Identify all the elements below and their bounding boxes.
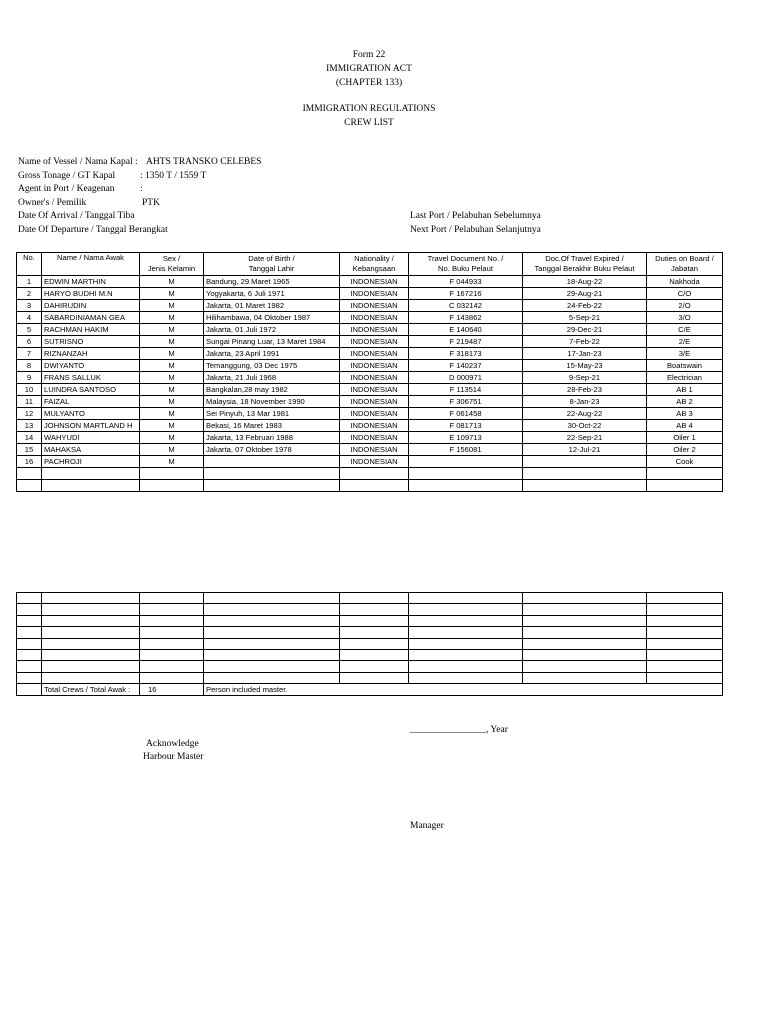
crew-cell: Bangkalan,28 may 1982 bbox=[204, 384, 340, 396]
crew-row bbox=[17, 324, 723, 336]
crew-cell: HARYO BUDHI M.N bbox=[42, 288, 140, 300]
crew-cell: 11 bbox=[17, 396, 42, 408]
blank-cell bbox=[409, 604, 523, 615]
crew-cell: 2 bbox=[17, 288, 42, 300]
blank-row bbox=[17, 672, 723, 683]
blank-cell bbox=[340, 627, 409, 638]
crew-cell: M bbox=[140, 372, 204, 384]
blank-cell bbox=[42, 638, 140, 649]
blank-cell bbox=[647, 661, 723, 672]
crew-cell: 28-Feb-23 bbox=[523, 384, 647, 396]
crew-cell: Jakarta, 01 Maret 1982 bbox=[204, 300, 340, 312]
blank-cell bbox=[17, 604, 42, 615]
total-row bbox=[17, 684, 723, 695]
crew-row bbox=[17, 456, 723, 468]
blank-cell bbox=[17, 649, 42, 660]
crew-cell: F 143862 bbox=[409, 312, 523, 324]
column-header-line1: Date of Birth / bbox=[248, 254, 295, 263]
column-header bbox=[647, 253, 723, 276]
blank-cell bbox=[409, 638, 523, 649]
crew-cell: 22-Aug-22 bbox=[523, 408, 647, 420]
last-port-label: Last Port / Pelabuhan Sebelumnya bbox=[410, 211, 541, 221]
blank-cell bbox=[523, 604, 647, 615]
owner-value: PTK bbox=[142, 198, 160, 208]
acknowledge-text: Acknowledge bbox=[146, 739, 199, 749]
blank-cell bbox=[42, 593, 140, 604]
column-header-line1: Doc.Of Travel Expired / bbox=[545, 254, 624, 263]
blank-cell bbox=[17, 672, 42, 683]
blank-cell bbox=[409, 649, 523, 660]
total-note: Person included master. bbox=[204, 684, 723, 695]
crew-cell: D 000971 bbox=[409, 372, 523, 384]
blank-cell bbox=[140, 593, 204, 604]
blank-cell bbox=[17, 684, 42, 695]
crew-cell: E 109713 bbox=[409, 432, 523, 444]
crew-cell: INDONESIAN bbox=[340, 444, 409, 456]
crew-cell: 6 bbox=[17, 336, 42, 348]
crew-cell: F 140237 bbox=[409, 360, 523, 372]
crew-cell: SUTRISNO bbox=[42, 336, 140, 348]
column-header-line1: Name / Nama Awak bbox=[57, 253, 124, 262]
crew-list-title: CREW LIST bbox=[344, 118, 394, 128]
blank-cell bbox=[204, 661, 340, 672]
crew-cell: Sei Pinyuh, 13 Mar 1981 bbox=[204, 408, 340, 420]
blank-cell bbox=[17, 661, 42, 672]
crew-cell bbox=[647, 468, 723, 480]
blank-cell bbox=[204, 593, 340, 604]
crew-cell: Yogyakarta, 6 Juli 1971 bbox=[204, 288, 340, 300]
crew-cell: 3 bbox=[17, 300, 42, 312]
blank-cell bbox=[647, 672, 723, 683]
blank-cell bbox=[647, 593, 723, 604]
crew-cell: F 318173 bbox=[409, 348, 523, 360]
crew-cell: M bbox=[140, 396, 204, 408]
crew-cell: INDONESIAN bbox=[340, 324, 409, 336]
blank-row bbox=[17, 604, 723, 615]
crew-table-header bbox=[17, 253, 723, 276]
blank-cell bbox=[523, 593, 647, 604]
blank-cell bbox=[140, 638, 204, 649]
blank-cell bbox=[204, 615, 340, 626]
crew-cell: INDONESIAN bbox=[340, 372, 409, 384]
crew-cell: Temanggung, 03 Dec 1975 bbox=[204, 360, 340, 372]
blank-cell bbox=[647, 627, 723, 638]
column-header bbox=[204, 253, 340, 276]
crew-cell: 10 bbox=[17, 384, 42, 396]
crew-cell: AB 2 bbox=[647, 396, 723, 408]
crew-cell: RACHMAN HAKIM bbox=[42, 324, 140, 336]
blank-cell bbox=[340, 672, 409, 683]
column-header bbox=[140, 253, 204, 276]
crew-row bbox=[17, 360, 723, 372]
crew-row bbox=[17, 432, 723, 444]
manager-text: Manager bbox=[410, 821, 444, 831]
blank-cell bbox=[204, 638, 340, 649]
crew-row bbox=[17, 444, 723, 456]
blank-cell bbox=[340, 615, 409, 626]
column-header-line2: Jenis Kelamin bbox=[147, 264, 196, 273]
crew-cell: EDWIN MARTHIN bbox=[42, 276, 140, 288]
crew-cell: JOHNSON MARTLAND H bbox=[42, 420, 140, 432]
crew-cell: INDONESIAN bbox=[340, 384, 409, 396]
blank-cell bbox=[523, 649, 647, 660]
crew-cell: Jakarta, 01 Juli 1972 bbox=[204, 324, 340, 336]
blank-cell bbox=[42, 615, 140, 626]
crew-cell: RIZNANZAH bbox=[42, 348, 140, 360]
crew-cell: LUINDRA SANTOSO bbox=[42, 384, 140, 396]
crew-row bbox=[17, 384, 723, 396]
crew-cell: 14 bbox=[17, 432, 42, 444]
crew-cell: Jakarta, 21 Juli 1968 bbox=[204, 372, 340, 384]
column-header-line2: Jabatan bbox=[670, 264, 699, 273]
blank-row bbox=[17, 615, 723, 626]
crew-row bbox=[17, 372, 723, 384]
form-number: Form 22 bbox=[352, 50, 386, 60]
crew-row bbox=[17, 420, 723, 432]
next-port-label: Next Port / Pelabuhan Selanjutnya bbox=[410, 225, 541, 235]
crew-cell: Bandung, 29 Maret 1965 bbox=[204, 276, 340, 288]
column-header-line1: Duties on Board / bbox=[655, 254, 714, 263]
column-header bbox=[340, 253, 409, 276]
crew-cell: M bbox=[140, 384, 204, 396]
crew-cell: AB 1 bbox=[647, 384, 723, 396]
crew-row bbox=[17, 480, 723, 492]
crew-cell: F 113514 bbox=[409, 384, 523, 396]
crew-cell: M bbox=[140, 360, 204, 372]
blank-cell bbox=[523, 615, 647, 626]
blank-cell bbox=[42, 661, 140, 672]
owner-label: Owner's / Pemilik bbox=[18, 198, 87, 208]
crew-cell: INDONESIAN bbox=[340, 336, 409, 348]
blank-row bbox=[17, 627, 723, 638]
blank-cell bbox=[523, 672, 647, 683]
regulations-title: IMMIGRATION REGULATIONS bbox=[302, 104, 436, 114]
crew-cell: AB 4 bbox=[647, 420, 723, 432]
crew-cell: M bbox=[140, 312, 204, 324]
crew-cell: WAHYUDI bbox=[42, 432, 140, 444]
crew-cell bbox=[523, 480, 647, 492]
crew-cell: INDONESIAN bbox=[340, 396, 409, 408]
crew-cell: INDONESIAN bbox=[340, 276, 409, 288]
blank-cell bbox=[140, 604, 204, 615]
column-header-line1: Sex / bbox=[162, 254, 181, 263]
crew-cell: M bbox=[140, 300, 204, 312]
crew-cell bbox=[523, 456, 647, 468]
crew-cell: Jakarta, 13 Februari 1988 bbox=[204, 432, 340, 444]
column-header-line2: Kebangsaan bbox=[352, 264, 396, 273]
crew-cell: INDONESIAN bbox=[340, 288, 409, 300]
blank-cell bbox=[340, 661, 409, 672]
crew-cell bbox=[409, 468, 523, 480]
blank-row bbox=[17, 661, 723, 672]
column-header-line2: Tanggal Lahir bbox=[248, 264, 295, 273]
crew-cell: Bekasi, 16 Maret 1983 bbox=[204, 420, 340, 432]
crew-cell: Sungai Pinang Luar, 13 Maret 1984 bbox=[204, 336, 340, 348]
total-crew-value: 16 bbox=[140, 684, 204, 695]
crew-cell: INDONESIAN bbox=[340, 408, 409, 420]
crew-row bbox=[17, 468, 723, 480]
crew-cell: INDONESIAN bbox=[340, 420, 409, 432]
crew-cell bbox=[204, 468, 340, 480]
crew-cell: 2/E bbox=[647, 336, 723, 348]
crew-cell: F 081713 bbox=[409, 420, 523, 432]
crew-cell: 8 bbox=[17, 360, 42, 372]
blank-cell bbox=[647, 649, 723, 660]
crew-row bbox=[17, 300, 723, 312]
crew-cell: 18-Aug-22 bbox=[523, 276, 647, 288]
blank-cell bbox=[17, 593, 42, 604]
blank-cell bbox=[409, 593, 523, 604]
crew-cell: FAIZAL bbox=[42, 396, 140, 408]
crew-cell: M bbox=[140, 408, 204, 420]
crew-cell: Nakhoda bbox=[647, 276, 723, 288]
crew-cell: 5-Sep-21 bbox=[523, 312, 647, 324]
crew-cell: 29-Aug-21 bbox=[523, 288, 647, 300]
crew-cell bbox=[340, 480, 409, 492]
crew-cell: SABARDINIAMAN GEA bbox=[42, 312, 140, 324]
blank-cell bbox=[204, 672, 340, 683]
blank-cell bbox=[140, 615, 204, 626]
crew-cell: 30-Oct-22 bbox=[523, 420, 647, 432]
blank-cell bbox=[140, 627, 204, 638]
blank-cell bbox=[647, 615, 723, 626]
crew-cell: 7-Feb-22 bbox=[523, 336, 647, 348]
vessel-name-value: AHTS TRANSKO CELEBES bbox=[146, 157, 262, 167]
crew-cell: Oiler 1 bbox=[647, 432, 723, 444]
crew-cell: C/E bbox=[647, 324, 723, 336]
crew-cell bbox=[204, 456, 340, 468]
blank-row bbox=[17, 638, 723, 649]
crew-cell: 17-Jan-23 bbox=[523, 348, 647, 360]
crew-cell bbox=[17, 468, 42, 480]
gross-tonnage-label: Gross Tonage / GT Kapal bbox=[18, 171, 116, 181]
crew-cell bbox=[140, 480, 204, 492]
crew-cell: 5 bbox=[17, 324, 42, 336]
act-chapter: (CHAPTER 133) bbox=[335, 78, 403, 88]
blank-cell bbox=[409, 627, 523, 638]
crew-cell: INDONESIAN bbox=[340, 432, 409, 444]
blank-cell bbox=[204, 627, 340, 638]
column-header bbox=[17, 253, 42, 276]
departure-label: Date Of Departure / Tanggal Berangkat bbox=[18, 225, 168, 235]
blank-cell bbox=[340, 649, 409, 660]
crew-cell: INDONESIAN bbox=[340, 300, 409, 312]
crew-cell: F 219487 bbox=[409, 336, 523, 348]
crew-cell: AB 3 bbox=[647, 408, 723, 420]
blank-cell bbox=[523, 638, 647, 649]
blank-cell bbox=[409, 661, 523, 672]
column-header bbox=[523, 253, 647, 276]
crew-cell: 15 bbox=[17, 444, 42, 456]
blank-cell bbox=[42, 627, 140, 638]
blank-cell bbox=[204, 604, 340, 615]
column-header bbox=[409, 253, 523, 276]
crew-cell: M bbox=[140, 420, 204, 432]
blank-cell bbox=[647, 638, 723, 649]
crew-cell: Boatswain bbox=[647, 360, 723, 372]
blank-cell bbox=[17, 615, 42, 626]
crew-cell: F 156081 bbox=[409, 444, 523, 456]
crew-cell: MAHAKSA bbox=[42, 444, 140, 456]
crew-cell: F 306751 bbox=[409, 396, 523, 408]
crew-cell: Cook bbox=[647, 456, 723, 468]
crew-cell: M bbox=[140, 336, 204, 348]
crew-cell: FRANS SALLUK bbox=[42, 372, 140, 384]
crew-cell: 12-Jul-21 bbox=[523, 444, 647, 456]
column-header-line2: Tanggal Berakhir Buku Pelaut bbox=[534, 264, 635, 273]
blank-cell bbox=[42, 672, 140, 683]
arrival-label: Date Of Arrival / Tanggal Tiba bbox=[18, 211, 135, 221]
crew-cell: 3/O bbox=[647, 312, 723, 324]
crew-cell: F 044933 bbox=[409, 276, 523, 288]
crew-cell bbox=[42, 468, 140, 480]
crew-cell: DWIYANTO bbox=[42, 360, 140, 372]
blank-cell bbox=[340, 593, 409, 604]
crew-row bbox=[17, 396, 723, 408]
crew-cell bbox=[204, 480, 340, 492]
crew-table-body bbox=[17, 276, 723, 492]
crew-cell: 29-Dec-21 bbox=[523, 324, 647, 336]
act-title: IMMIGRATION ACT bbox=[326, 64, 412, 74]
blank-cell bbox=[340, 604, 409, 615]
crew-cell: INDONESIAN bbox=[340, 312, 409, 324]
blank-cell bbox=[42, 604, 140, 615]
total-crew-label: Total Crews / Total Awak : bbox=[42, 684, 140, 695]
crew-cell: F 061458 bbox=[409, 408, 523, 420]
blank-cell bbox=[17, 627, 42, 638]
crew-cell: M bbox=[140, 456, 204, 468]
crew-cell: INDONESIAN bbox=[340, 348, 409, 360]
crew-row bbox=[17, 312, 723, 324]
crew-row bbox=[17, 348, 723, 360]
column-header-line1: No. bbox=[23, 253, 35, 262]
blank-row bbox=[17, 593, 723, 604]
crew-cell: 3/E bbox=[647, 348, 723, 360]
crew-cell bbox=[340, 468, 409, 480]
year-line: ________________, Year bbox=[410, 725, 508, 735]
crew-cell: INDONESIAN bbox=[340, 456, 409, 468]
crew-cell: 12 bbox=[17, 408, 42, 420]
crew-cell: M bbox=[140, 276, 204, 288]
blank-cell bbox=[409, 615, 523, 626]
crew-cell: M bbox=[140, 324, 204, 336]
blank-cell bbox=[523, 661, 647, 672]
blank-cell bbox=[204, 649, 340, 660]
vessel-name-label: Name of Vessel / Nama Kapal : bbox=[18, 157, 138, 167]
column-header-line2: No. Buku Pelaut bbox=[438, 264, 493, 273]
crew-cell: MULYANTO bbox=[42, 408, 140, 420]
crew-cell: Electrician bbox=[647, 372, 723, 384]
blank-cell bbox=[17, 638, 42, 649]
crew-cell: 22-Sep-21 bbox=[523, 432, 647, 444]
crew-cell: M bbox=[140, 288, 204, 300]
column-header-line1: Nationality / bbox=[354, 254, 394, 263]
crew-cell: INDONESIAN bbox=[340, 360, 409, 372]
blank-cell bbox=[523, 627, 647, 638]
crew-cell: Oiler 2 bbox=[647, 444, 723, 456]
gross-tonnage-value: : 1350 T / 1559 T bbox=[140, 171, 207, 181]
blank-row bbox=[17, 649, 723, 660]
crew-cell: 13 bbox=[17, 420, 42, 432]
crew-cell: 4 bbox=[17, 312, 42, 324]
crew-cell bbox=[140, 468, 204, 480]
crew-cell: Malaysia, 18 November 1990 bbox=[204, 396, 340, 408]
crew-cell: C 032142 bbox=[409, 300, 523, 312]
agent-label: Agent in Port / Keagenan bbox=[18, 184, 115, 194]
blank-cell bbox=[140, 661, 204, 672]
crew-cell: C/O bbox=[647, 288, 723, 300]
column-header-line1: Travel Document No. / bbox=[427, 254, 504, 263]
crew-cell: 24-Feb-22 bbox=[523, 300, 647, 312]
crew-cell: Jakarta, 23 April 1991 bbox=[204, 348, 340, 360]
column-header bbox=[42, 253, 140, 276]
crew-cell: 9 bbox=[17, 372, 42, 384]
crew-row bbox=[17, 276, 723, 288]
crew-cell: F 167216 bbox=[409, 288, 523, 300]
crew-cell: DAHIRUDIN bbox=[42, 300, 140, 312]
crew-cell: PACHROJI bbox=[42, 456, 140, 468]
blank-cell bbox=[140, 649, 204, 660]
crew-cell: M bbox=[140, 444, 204, 456]
crew-row bbox=[17, 288, 723, 300]
crew-cell bbox=[409, 456, 523, 468]
crew-cell bbox=[42, 480, 140, 492]
crew-cell bbox=[17, 480, 42, 492]
blank-cell bbox=[140, 672, 204, 683]
continuation-table bbox=[16, 592, 723, 696]
crew-cell bbox=[647, 480, 723, 492]
crew-cell: Jakarta, 07 Oktober 1978 bbox=[204, 444, 340, 456]
crew-row bbox=[17, 336, 723, 348]
crew-cell: M bbox=[140, 348, 204, 360]
blank-cell bbox=[409, 672, 523, 683]
blank-cell bbox=[340, 638, 409, 649]
agent-value: : bbox=[140, 184, 143, 194]
crew-cell: 2/O bbox=[647, 300, 723, 312]
crew-cell bbox=[409, 480, 523, 492]
crew-cell: 1 bbox=[17, 276, 42, 288]
crew-cell: 16 bbox=[17, 456, 42, 468]
crew-cell: 7 bbox=[17, 348, 42, 360]
crew-table bbox=[16, 252, 723, 492]
crew-cell: Hilihambawa, 04 Oktober 1987 bbox=[204, 312, 340, 324]
blank-cell bbox=[42, 649, 140, 660]
crew-cell bbox=[523, 468, 647, 480]
crew-cell: M bbox=[140, 432, 204, 444]
crew-cell: 15-May-23 bbox=[523, 360, 647, 372]
crew-cell: E 140640 bbox=[409, 324, 523, 336]
crew-cell: 8-Jan-23 bbox=[523, 396, 647, 408]
harbour-master-text: Harbour Master bbox=[143, 752, 204, 762]
blank-cell bbox=[647, 604, 723, 615]
crew-row bbox=[17, 408, 723, 420]
crew-cell: 9-Sep-21 bbox=[523, 372, 647, 384]
